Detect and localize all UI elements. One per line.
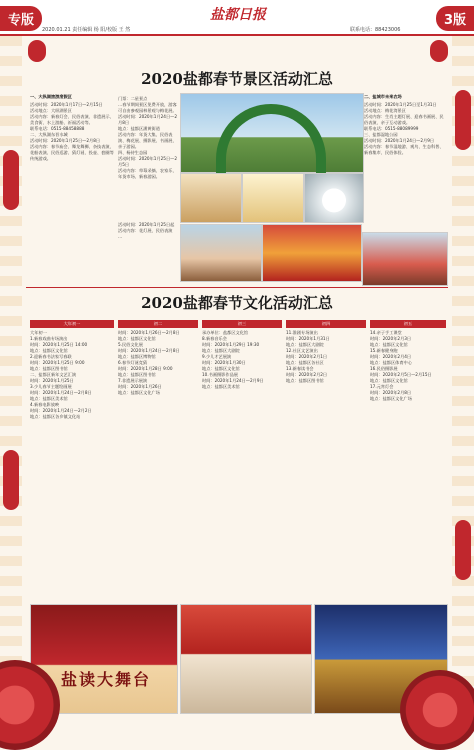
col3-body: 活动时间：2020年1月25日至1月31日 活动地点：梅花湾景区 活动内容：生肖主题灯展、迎春书画展、民俗表演、亲子互动游戏。 联系电话：0515-88089999 三、盐都湿地公园 活动时间：2020年1月24日—2月9日 活动内容：春节湿地游、观鸟、生态科普、新春集市、民俗体验。 [364, 102, 444, 155]
section-divider [26, 287, 448, 288]
section2-col3-body: 承办单位：盐都区文化馆 8.新春音乐会 时间：2020年1月29日 19:30 地点：盐都区大剧院 9.少儿才艺展演 时间：2020年1月30日 地点：盐都区文化馆 10.书画摄影作品展 时间：2020年1月24日—2月9日 地点：盐都区美术馆 [202, 330, 264, 389]
lantern-decoration [28, 40, 46, 62]
section2-col2 [118, 318, 198, 596]
col1-body: 活动时间：2020年1月17日—2月15日 活动地点：大纵湖景区 活动内容：新春灯会、民俗表演、非遗展示、美食街、水上游船、祈福活动等。 联系电话：0515-88458888 二、大纵湖东晋水城 活动时间：2020年1月25日—2月8日 活动内容：春节庙会、舞龙舞狮、杂技表演、花船表演、民俗巡游、猜灯谜、投壶、套圈等传统游戏。 [30, 102, 114, 161]
calligraphy-photo [180, 604, 312, 714]
section2-col1-body: 大年初一 1.新春戏曲专场演出 时间：2020年1月25日 14:00 地点：盐都区文化馆 2.迎新春书法家写春联 时间：2020年1月25日 9:00 地点：盐都区图书馆 二、盐都区新年文艺汇演 时间：2020年1月25日 3.少儿春节主题绘画展 时间：2020年1月24日—2月8日 地点：盐都区美术馆 4.新春电影放映 时间：2020年1月24日—2月2日 地点：盐都区各乡镇文化站 [30, 330, 92, 419]
stage-caption: 盐读大舞台 [61, 670, 152, 689]
arch-shape [216, 104, 326, 174]
col4-body: 活动时间：2020年1月25日起 活动内容：花灯展、民俗表演 … [118, 222, 175, 239]
section2-title: 2020盐都春节文化活动汇总 [141, 294, 333, 312]
newspaper-logo: 盐都日报 [210, 7, 266, 23]
garden-arch-photo [180, 93, 364, 173]
section1-title: 2020盐都春节景区活动汇总 [141, 70, 333, 88]
section2-col2-body: 时间：2020年1月26日—2月8日 地点：盐都区文化馆 5.民俗文化展 时间：2020年1月24日—2月8日 地点：盐都区博物馆 6.春节灯谜竞猜 时间：2020年1月28日 9:00 地点：盐都区图书馆 7.非遗展示展演 时间：2020年1月26日 地点：盐都区文化广场 [118, 330, 180, 395]
knot-decoration [3, 150, 19, 210]
section1-col4 [118, 222, 178, 274]
section2-col4-body: 11.淮剧专场演出 时间：2020年1月31日 地点：盐都区大剧院 12.社区文艺演出 时间：2020年2月1日 地点：盐都区各社区 13.新春读书会 时间：2020年2月2日 地点：盐都区图书馆 [286, 330, 330, 383]
lantern-festival-photo [262, 224, 362, 282]
top-bar [0, 0, 474, 36]
page-tag: 3版 [436, 6, 474, 31]
col3-heading: 二、盐城市未来农场 [364, 94, 402, 99]
crowd-lanterns-photo [362, 232, 448, 286]
old-town-photo [180, 224, 262, 282]
date-line: 2020.01.21 责任编辑 杨 阳/校版 王 然 [42, 27, 131, 33]
section-label: 初二 [118, 320, 198, 328]
left-border [0, 36, 22, 716]
lantern-figure-photo [242, 173, 304, 223]
knot-decoration [455, 520, 471, 580]
section-label: 初五 [370, 320, 446, 328]
paper-fan-decoration [400, 670, 474, 750]
section2-col4 [286, 318, 366, 596]
knot-decoration [3, 450, 19, 510]
section-label: 大年初一 [30, 320, 114, 328]
section-label: 初三 [202, 320, 282, 328]
lantern-decoration [430, 40, 448, 62]
snow-globe-photo [304, 173, 364, 223]
col2-body: 门票：二星景点 …春节期间景区免费开放，游客可自由参观园林景观与梅花展。 活动时间：2020年1月24日—2月8日 地点：盐都区潘黄街道 活动内容：年货大集、民俗表演、梅花展、摄影展、书画展、亲子游园。 四、杨侍生态园 活动时间：2020年1月25日—2月5日 活动内容：草莓采摘、农家乐、年货市场、新春游园。 [118, 96, 178, 179]
knot-decoration [455, 90, 471, 150]
section-label: 初四 [286, 320, 366, 328]
edition-tag: 专版 [0, 6, 42, 31]
section2-col3 [202, 318, 282, 596]
section2-col5-body: 14.亲子手工课堂 时间：2020年2月3日 地点：盐都区文化馆 15.新春健身跑 时间：2020年2月4日 地点：盐都区体育中心 16.民俗摄影展 时间：2020年2月5日—2月15日 地点：盐都区文化馆 17.元宵灯会 时间：2020年2月8日 地点：盐都区文化广场 [370, 330, 432, 401]
section1-col3 [364, 92, 446, 232]
golden-tree-photo [180, 173, 242, 223]
section1-col1 [30, 92, 114, 274]
contact-line: 联系电话：88423006 [350, 27, 401, 33]
col1-heading: 一、大纵湖旅游度假区 [30, 94, 72, 99]
section2-col5 [370, 318, 446, 596]
